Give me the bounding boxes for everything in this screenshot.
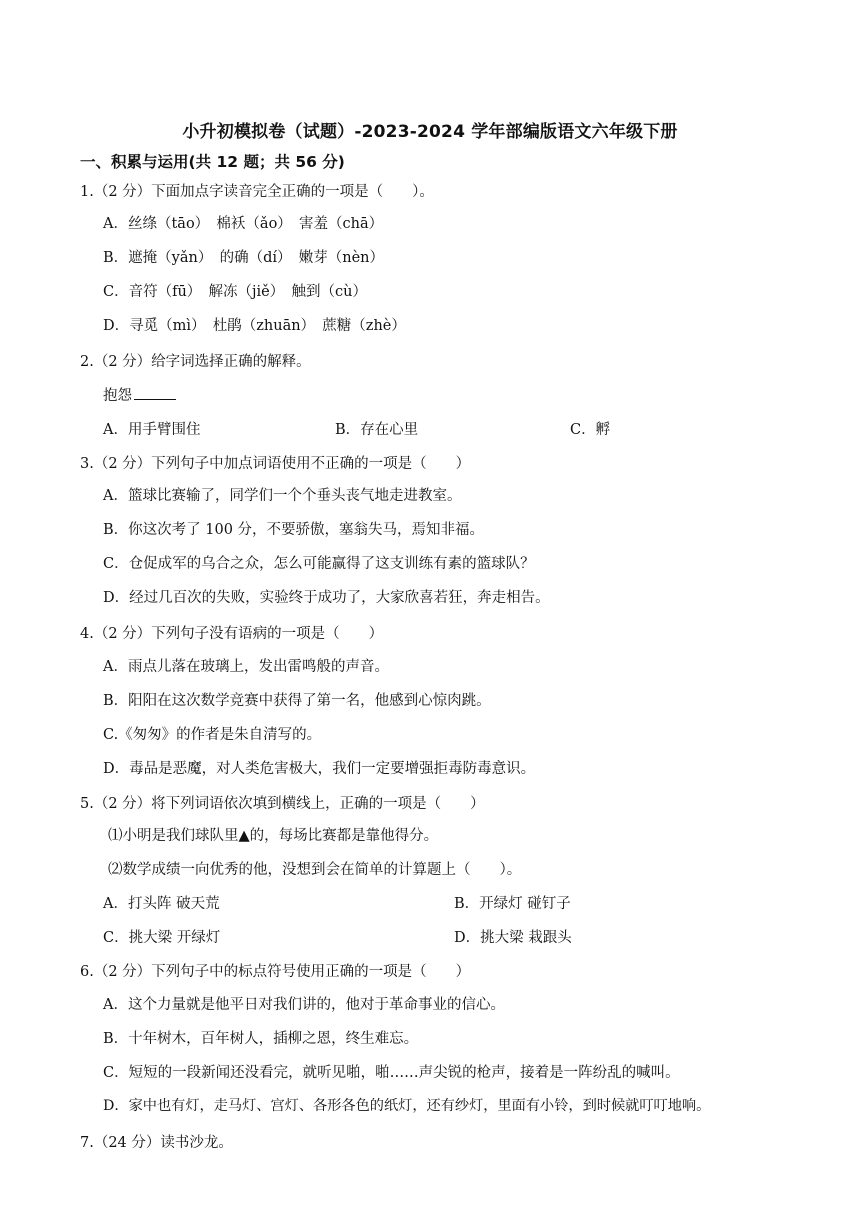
question-6-option-b: B．十年树木，百年树人，插柳之恩，终生难忘。	[103, 1031, 419, 1047]
question-4-option-c: C.《匆匆》的作者是朱自清写的。	[103, 727, 322, 743]
question-4-stem: 4.（2 分）下列句子没有语病的一项是（ ）	[80, 626, 384, 642]
question-7-stem: 7.（24 分）读书沙龙。	[80, 1135, 233, 1151]
question-3-option-a: A．篮球比赛输了，同学们一个个垂头丧气地走进教室。	[103, 488, 462, 504]
question-2-option-a: A．用手臂围住	[103, 422, 201, 438]
question-2-word-text: 抱怨	[103, 388, 132, 404]
question-2-stem: 2.（2 分）给字词选择正确的解释。	[80, 354, 311, 370]
question-5-option-a: A．打头阵 破天荒	[103, 896, 220, 912]
question-1-stem: 1.（2 分）下面加点字读音完全正确的一项是（ ）。	[80, 184, 434, 200]
question-2-option-c: C．孵	[570, 422, 611, 438]
question-3-option-d: D．经过几百次的失败，实验终于成功了，大家欣喜若狂，奔走相告。	[103, 590, 550, 606]
question-6-stem: 6.（2 分）下列句子中的标点符号使用正确的一项是（ ）	[80, 964, 471, 980]
question-1-option-a: A．丝绦（tāo） 棉袄（ǎo） 害羞（chā）	[103, 216, 384, 232]
question-5-option-c: C．挑大梁 开绿灯	[103, 930, 221, 946]
section-heading: 一、积累与运用(共 12 题；共 56 分)	[80, 153, 345, 171]
question-5-stem: 5.（2 分）将下列词语依次填到横线上，正确的一项是（ ）	[80, 796, 485, 812]
question-1-option-d: D．寻觅（mì） 杜鹃（zhuān） 蔗糖（zhè）	[103, 318, 406, 334]
question-4-option-b: B．阳阳在这次数学竞赛中获得了第一名，他感到心惊肉跳。	[103, 693, 491, 709]
answer-blank	[134, 398, 176, 400]
question-3-option-c: C．仓促成军的乌合之众，怎么可能赢得了这支训练有素的篮球队？	[103, 556, 535, 572]
question-5-option-d: D．挑大梁 栽跟头	[454, 930, 572, 946]
page-title: 小升初模拟卷（试题）-2023-2024 学年部编版语文六年级下册	[182, 122, 678, 142]
question-5-option-b: B．开绿灯 碰钉子	[454, 896, 571, 912]
question-3-stem: 3.（2 分）下列句子中加点词语使用不正确的一项是（ ）	[80, 456, 471, 472]
question-5-sentence-1: ⑴小明是我们球队里▲的，每场比赛都是靠他得分。	[108, 828, 439, 844]
question-6-option-a: A．这个力量就是他平日对我们讲的，他对于革命事业的信心。	[103, 997, 505, 1013]
question-4-option-d: D．毒品是恶魔，对人类危害极大，我们一定要增强拒毒防毒意识。	[103, 761, 536, 777]
question-4-option-a: A．雨点儿落在玻璃上，发出雷鸣般的声音。	[103, 659, 389, 675]
question-6-option-c: C．短短的一段新闻还没看完，就听见啪，啪……声尖锐的枪声，接着是一阵纷乱的喊叫。	[103, 1065, 680, 1081]
question-1-option-b: B．遮掩（yǎn） 的确（dí） 嫩芽（nèn）	[103, 250, 385, 266]
question-1-option-c: C．音符（fū） 解冻（jiě） 触到（cù）	[103, 284, 367, 300]
question-2-option-b: B．存在心里	[335, 422, 419, 438]
question-3-option-b: B．你这次考了 100 分，不要骄傲，塞翁失马，焉知非福。	[103, 522, 485, 538]
question-6-option-d: D．家中也有灯，走马灯、宫灯、各形各色的纸灯，还有纱灯，里面有小铃，到时候就叮叮地响。	[103, 1098, 711, 1114]
question-5-sentence-2: ⑵数学成绩一向优秀的他，没想到会在简单的计算题上（ ）。	[108, 862, 522, 878]
question-2-word	[103, 384, 176, 405]
